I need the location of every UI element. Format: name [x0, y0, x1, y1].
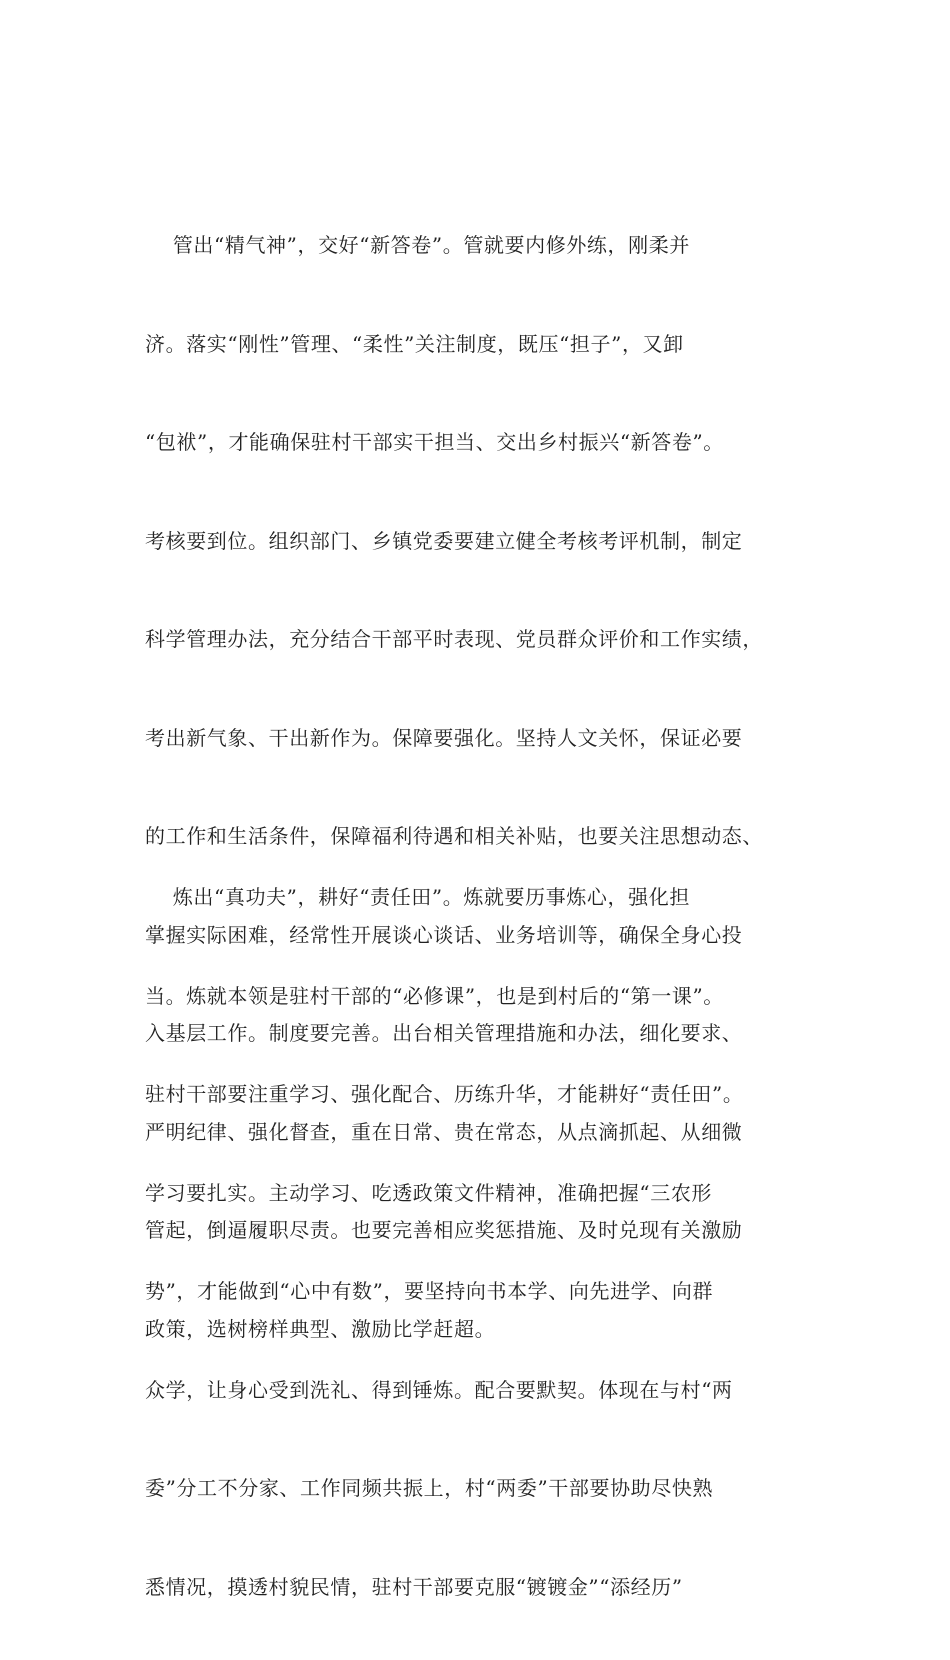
text-line: 济。落实“刚性”管理、“柔性”关注制度，既压“担子”，又卸	[145, 331, 684, 356]
text-line: 委”分工不分家、工作同频共振上，村“两委”干部要协助尽快熟	[145, 1476, 714, 1500]
text-line: 悉情况，摸透村貌民情，驻村干部要克服“镀镀金”“添经历”	[145, 1574, 683, 1599]
text-line: 科学管理办法，充分结合干部平时表现、党员群众评价和工作实绩，	[145, 627, 763, 651]
text-line: 严明纪律、强化督查，重在日常、贵在常态，从点滴抓起、从细微	[145, 1119, 743, 1144]
text-line: 学习要扎实。主动学习、吃透政策文件精神，准确把握“三农形	[145, 1180, 713, 1205]
text-line: 驻村干部要注重学习、强化配合、历练升华，才能耕好“责任田”。	[145, 1082, 744, 1106]
paragraph-training	[145, 824, 743, 1660]
text-line: 管起，倒逼履职尽责。也要完善相应奖惩措施、及时兑现有关激励	[145, 1218, 743, 1242]
text-line: 的工作和生活条件，保障福利待遇和相关补贴，也要关注思想动态、	[145, 824, 763, 848]
text-line: 入基层工作。制度要完善。出台相关管理措施和办法，细化要求、	[145, 1021, 743, 1045]
text-line: 众学，让身心受到洗礼、得到锤炼。配合要默契。体现在与村“两	[145, 1377, 733, 1402]
text-line: 考核要到位。组织部门、乡镇党委要建立健全考核考评机制，制定	[145, 528, 743, 553]
text-line: 炼出“真功夫”，耕好“责任田”。炼就要历事炼心，强化担	[145, 885, 690, 909]
text-line: “包袱”，才能确保驻村干部实干担当、交出乡村振兴“新答卷”。	[145, 430, 724, 454]
text-line: 当。炼就本领是驻村干部的“必修课”，也是到村后的“第一课”。	[145, 983, 724, 1008]
text-line: 管出“精气神”，交好“新答卷”。管就要内修外练，刚柔并	[145, 233, 690, 257]
text-line: 考出新气象、干出新作为。保障要强化。坚持人文关怀，保证必要	[145, 725, 743, 750]
text-line: 掌握实际困难，经常性开展谈心谈话、业务培训等，确保全身心投	[145, 922, 743, 947]
text-line: 势”，才能做到“心中有数”，要坚持向书本学、向先进学、向群	[145, 1279, 714, 1303]
text-line: 政策，选树榜样典型、激励比学赶超。	[145, 1316, 496, 1341]
